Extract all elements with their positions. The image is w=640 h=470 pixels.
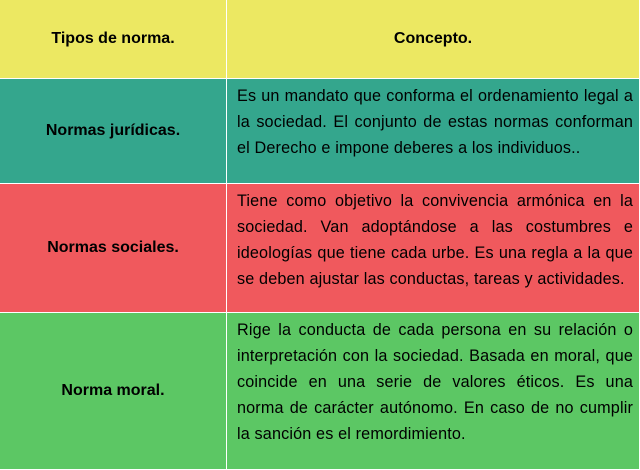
row-sociales-type: [0, 184, 227, 313]
row-juridicas-concept: Es un mandato que conforma el ordenamiento legal a la sociedad. El conjunto de estas normas conforman el Derecho e impone deberes a los individuos..: [227, 79, 640, 184]
row-moral-type: [0, 313, 227, 470]
header-concept-label: Concepto.: [393, 30, 473, 47]
row-sociales-concept: Tiene como objetivo la convivencia armónica en la sociedad. Van adoptándose a las costumbres e ideologías que tiene cada urbe. Es una regla a la que se deben ajustar las conductas, tareas y actividades.: [227, 184, 640, 313]
row-moral-concept: Rige la conducta de cada persona en su relación o interpretación con la sociedad. Basada en moral, que coincide en una serie de valores éticos. Es una norma de carácter autónomo. En caso de no cumplir la sanción es el remordimiento.: [227, 313, 640, 470]
header-concept: [227, 0, 640, 79]
row-juridicas-type: [0, 79, 227, 184]
type-label: Normas jurídicas.: [45, 122, 181, 139]
header-types: [0, 0, 227, 79]
type-label: Normas sociales.: [47, 239, 179, 256]
type-label: Norma moral.: [61, 382, 165, 399]
header-types-label: Tipos de norma.: [51, 30, 175, 47]
